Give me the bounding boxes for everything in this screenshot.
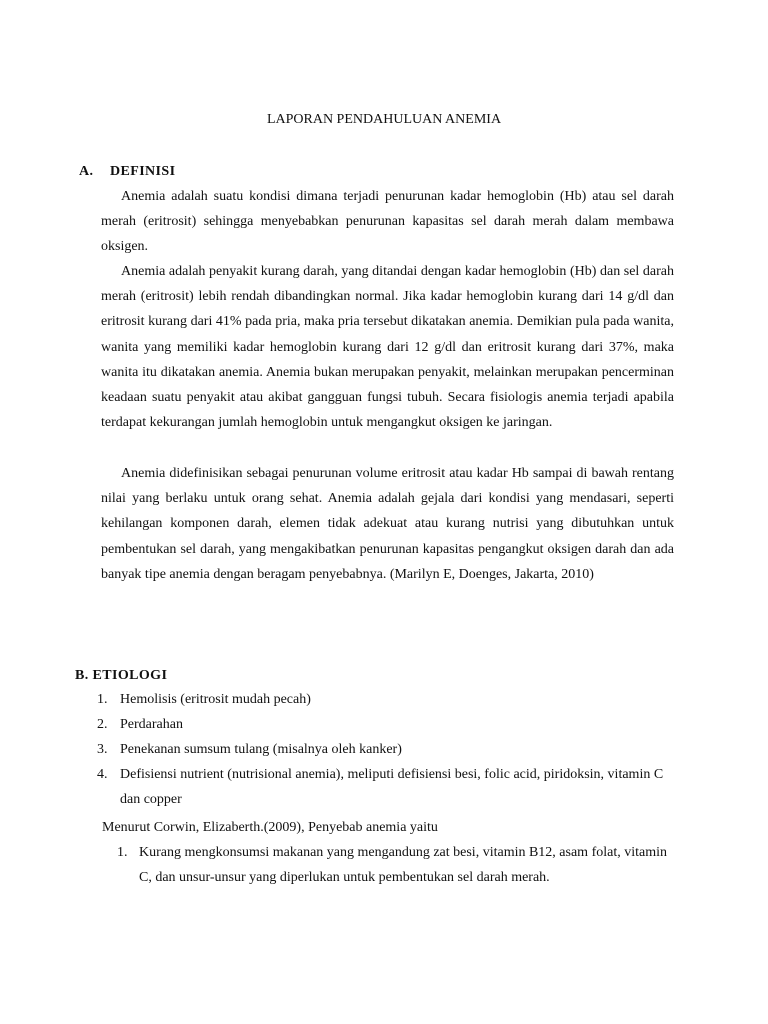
list-marker: 4. — [97, 767, 108, 782]
list-item-text: Defisiensi nutrient (nutrisional anemia), meliputi defisiensi besi, folic acid, piridoksin, vitamin C dan copper — [120, 767, 664, 807]
etiology-item-2 — [97, 712, 677, 737]
list-marker: 1. — [97, 692, 108, 707]
list-item-text: Kurang mengkonsumsi makanan yang mengandung zat besi, vitamin B12, asam folat, vitamin C, dan unsur-unsur yang diperlukan untuk pembentukan sel darah merah. — [139, 845, 668, 885]
section-a-number: A. — [79, 164, 94, 179]
source-line: Menurut Corwin, Elizaberth.(2009), Penyebab anemia yaitu — [102, 820, 438, 835]
section-a-heading — [79, 163, 175, 181]
definition-paragraph-2: Anemia adalah penyakit kurang darah, yang ditandai dengan kadar hemoglobin (Hb) dan sel darah merah (eritrosit) lebih rendah dibandingkan normal. Jika kadar hemoglobin kurang dari 14 g/dl dan eritrosit kurang dari 41% pada pria, maka pria tersebut dikatakan anemia. Demikian pula pada wanita, wanita yang memiliki kadar hemoglobin kurang dari 12 g/dl dan eritrosit kurang dari 37%, maka wanita itu dikatakan anemia. Anemia bukan merupakan penyakit, melainkan merupakan pencerminan keadaan suatu penyakit atau akibat gangguan fungsi tubuh. Secara fisiologis anemia terjadi apabila terdapat kekurangan jumlah hemoglobin untuk mengangkut oksigen ke jaringan. — [101, 264, 674, 431]
list-item-text: Penekanan sumsum tulang (misalnya oleh kanker) — [120, 742, 402, 757]
section-a-title: DEFINISI — [110, 164, 176, 179]
document-title: LAPORAN PENDAHULUAN ANEMIA — [266, 112, 502, 127]
definition-paragraph-1: Anemia adalah suatu kondisi dimana terjadi penurunan kadar hemoglobin (Hb) atau sel darah merah (eritrosit) sehingga menyebabkan penurunan kapasitas sel darah merah dalam membawa oksigen. — [101, 189, 674, 255]
etiology-item-1 — [97, 687, 677, 712]
list-item-text: Perdarahan — [120, 717, 183, 732]
cause-item-1 — [117, 840, 677, 890]
etiology-item-3 — [97, 737, 677, 762]
section-b-heading: B. ETIOLOGI — [75, 668, 168, 683]
list-item-text: Hemolisis (eritrosit mudah pecah) — [120, 692, 311, 707]
definition-paragraph-3: Anemia didefinisikan sebagai penurunan volume eritrosit atau kadar Hb sampai di bawah rentang nilai yang berlaku untuk orang sehat. Anemia adalah gejala dari kondisi yang mendasari, seperti kehilangan komponen darah, elemen tidak adekuat atau kurang nutrisi yang dibutuhkan untuk pembentukan sel darah, yang mengakibatkan penurunan kapasitas pengangkut oksigen darah dan ada banyak tipe anemia dengan beragam penyebabnya. (Marilyn E, Doenges, Jakarta, 2010) — [101, 466, 674, 582]
list-marker: 3. — [97, 742, 108, 757]
list-marker: 1. — [117, 845, 128, 860]
etiology-item-4 — [97, 762, 677, 812]
list-marker: 2. — [97, 717, 108, 732]
